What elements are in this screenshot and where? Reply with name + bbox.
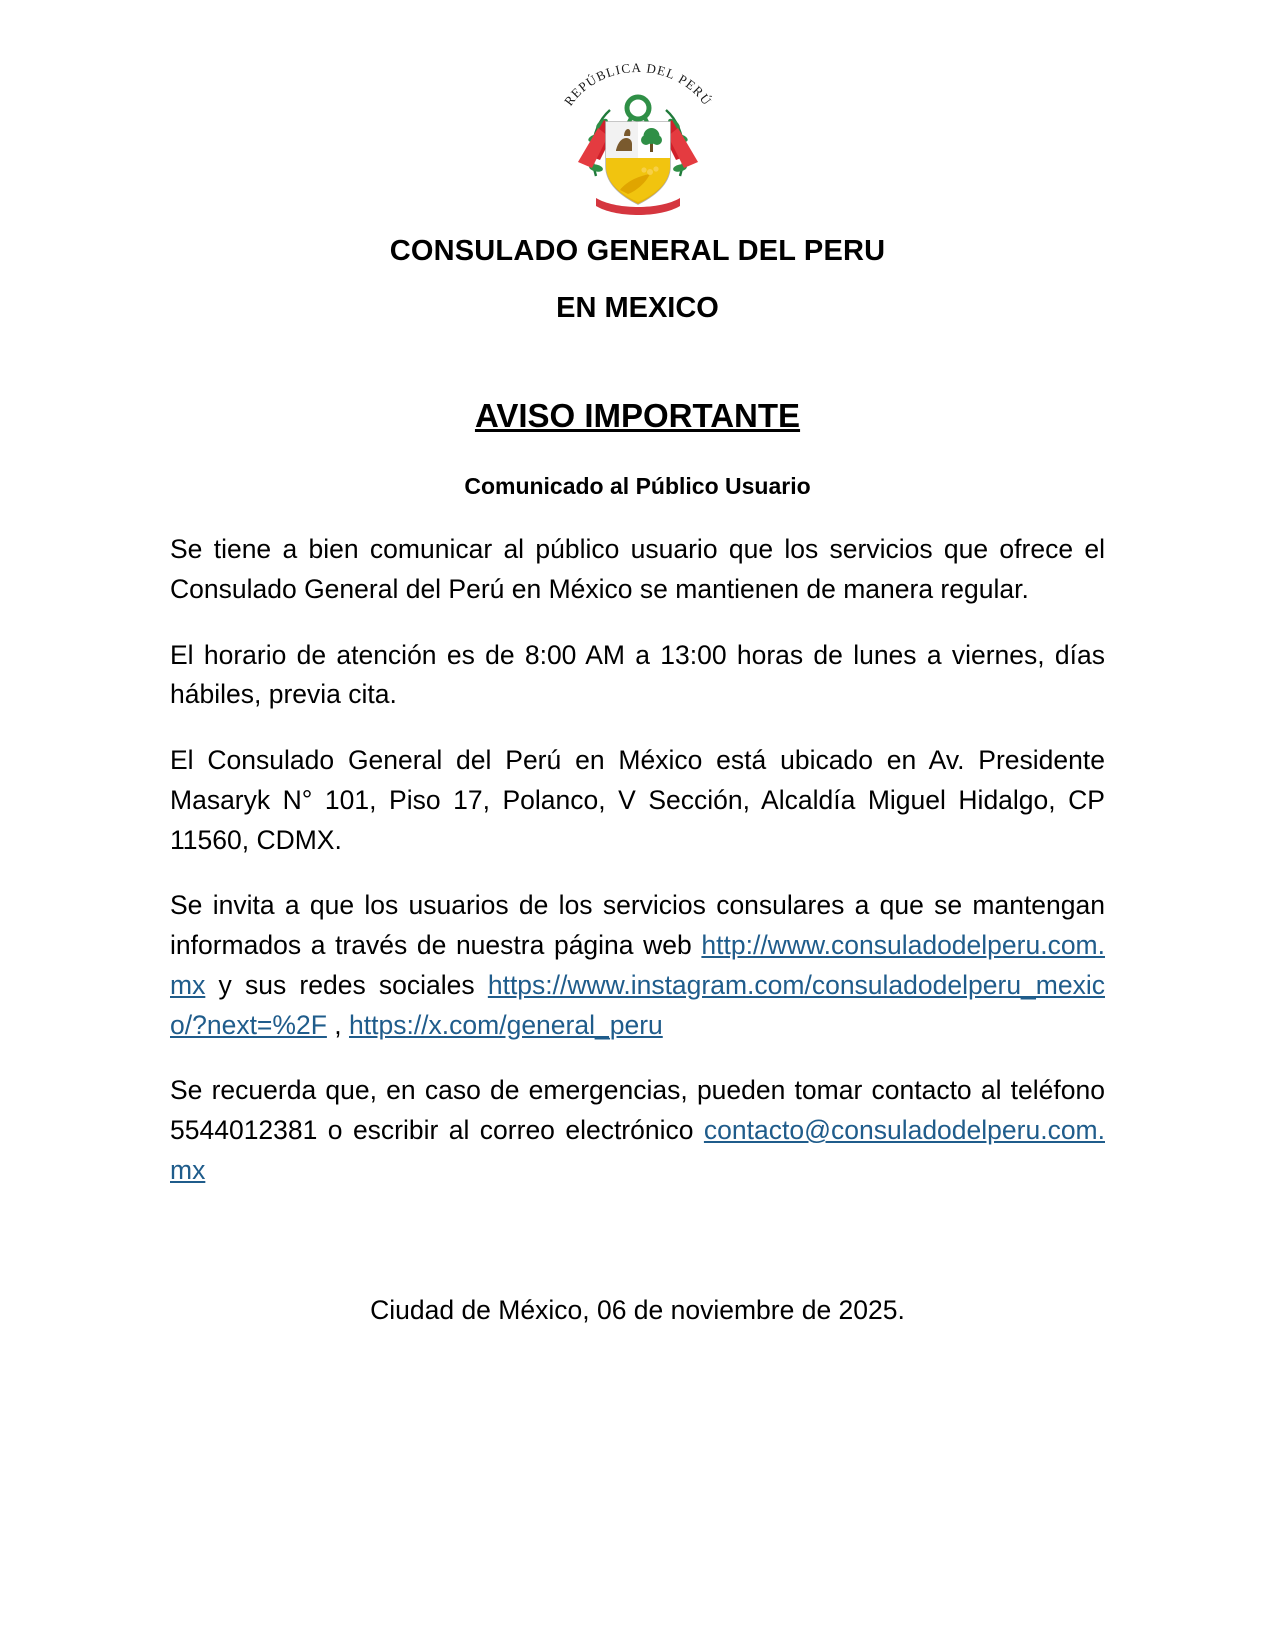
- notice-subtitle: Comunicado al Público Usuario: [464, 473, 811, 499]
- paragraph-schedule: El horario de atención es de 8:00 AM a 13:00 horas de lunes a viernes, días hábiles, previa cita.: [170, 639, 1105, 710]
- x-twitter-link[interactable]: https://x.com/general_peru: [349, 1009, 663, 1040]
- crest-container: [170, 58, 1105, 233]
- notice-title: AVISO IMPORTANTE: [474, 397, 801, 434]
- channels-separator: ,: [326, 1009, 349, 1040]
- paragraph-services: Se tiene a bien comunicar al público usuario que los servicios que ofrece el Consulado General del Perú en México se mantienen de manera regular.: [170, 534, 1105, 604]
- svg-text:REPÚBLICA DEL PERÚ: REPÚBLICA DEL PERÚ: [560, 59, 715, 109]
- channels-text-before: Se invita a que los usuarios de los servicios consulares a que se mantengan informados a través de nuestra página web: [170, 890, 1105, 960]
- paragraph-channels: [170, 886, 1105, 1045]
- closing-place-date: Ciudad de México, 06 de noviembre de 2025.: [370, 1294, 905, 1325]
- page-title: CONSULADO GENERAL DEL PERU: [389, 235, 886, 267]
- instagram-link[interactable]: https://www.instagram.com/consuladodelperu_mexico/?next=%2F: [170, 969, 1105, 1040]
- paragraph-emergency: [170, 1071, 1105, 1190]
- emergency-text-before: Se recuerda que, en caso de emergencias, pueden tomar contacto al teléfono 5544012381 o escribir al correo electrónico: [170, 1075, 1105, 1145]
- page-subtitle-country: EN MEXICO: [556, 292, 719, 324]
- website-link[interactable]: http://www.consuladodelperu.com.mx: [170, 930, 1105, 1000]
- paragraph-address: El Consulado General del Perú en México está ubicado en Av. Presidente Masaryk N° 101, Piso 17, Polanco, V Sección, Alcaldía Miguel Hidalgo, CP 11560, CDMX.: [170, 745, 1105, 855]
- peru-coat-of-arms-icon: [538, 58, 738, 228]
- email-link[interactable]: contacto@consuladodelperu.com.mx: [170, 1115, 1105, 1185]
- channels-text-middle: y sus redes sociales: [205, 969, 488, 1000]
